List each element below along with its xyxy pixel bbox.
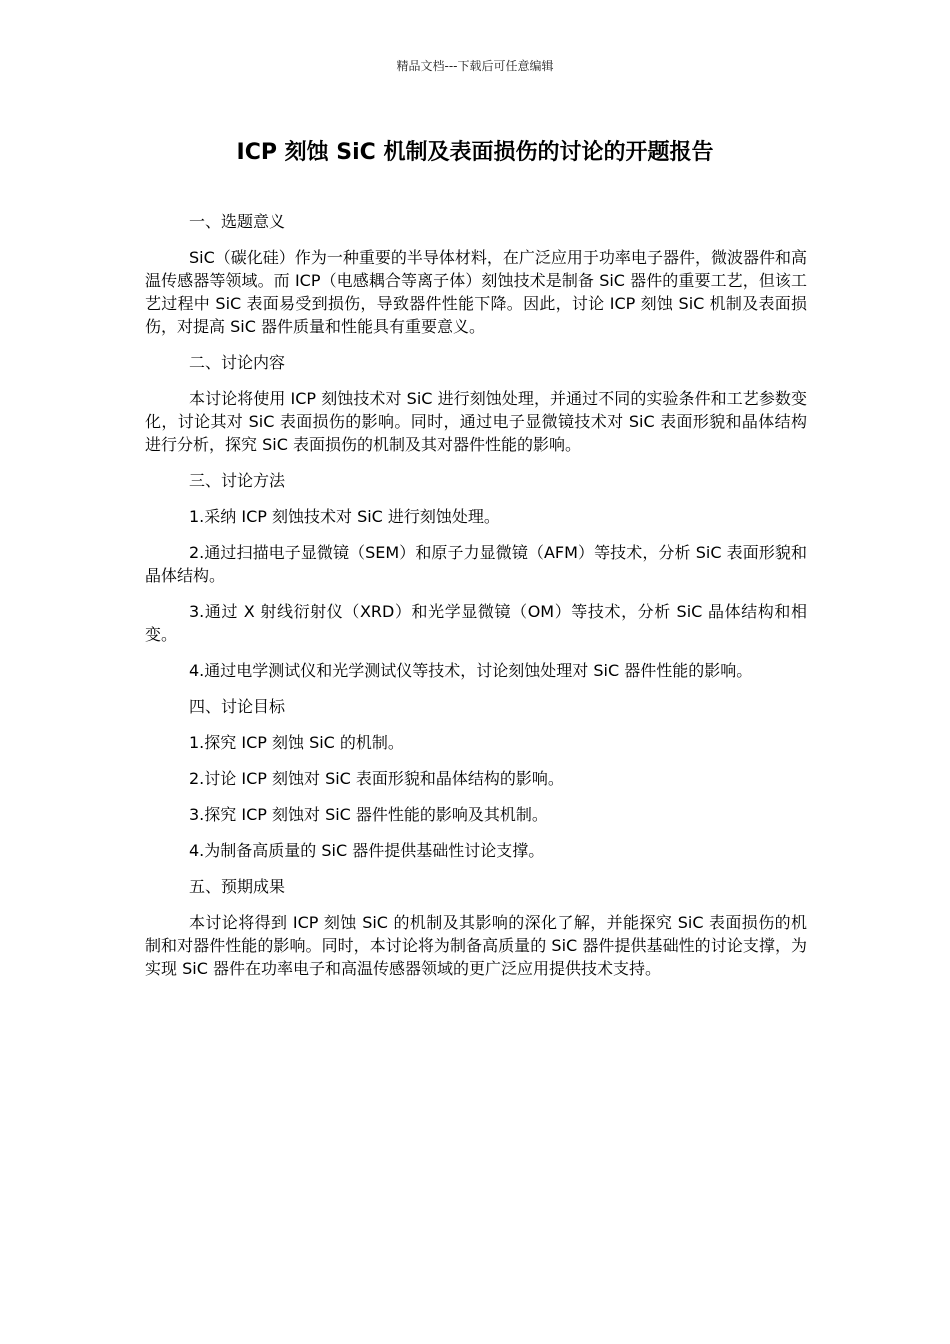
list-item: 3.通过 X 射线衍射仪（XRD）和光学显微镜（OM）等技术，分析 SiC 晶体结构和相变。	[145, 602, 807, 644]
document-title: ICP 刻蚀 SiC 机制及表面损伤的讨论的开题报告	[236, 140, 714, 165]
list-item: 2.通过扫描电子显微镜（SEM）和原子力显微镜（AFM）等技术，分析 SiC 表面形貌和晶体结构。	[145, 543, 807, 585]
list-item: 3.探究 ICP 刻蚀对 SiC 器件性能的影响及其机制。	[189, 805, 548, 824]
section-heading: 五、预期成果	[189, 877, 286, 896]
section-paragraph: 本讨论将使用 ICP 刻蚀技术对 SiC 进行刻蚀处理，并通过不同的实验条件和工艺参数变化，讨论其对 SiC 表面损伤的影响。同时，通过电子显微镜技术对 SiC 表面形貌和晶体结构进行分析，探究 SiC 表面损伤的机制及其对器件性能的影响。	[145, 389, 807, 454]
section-heading: 四、讨论目标	[189, 697, 286, 716]
list-item: 4.通过电学测试仪和光学测试仪等技术，讨论刻蚀处理对 SiC 器件性能的影响。	[189, 661, 753, 680]
list-item: 2.讨论 ICP 刻蚀对 SiC 表面形貌和晶体结构的影响。	[189, 769, 564, 788]
section-heading: 三、讨论方法	[189, 471, 286, 490]
list-item: 1.探究 ICP 刻蚀 SiC 的机制。	[189, 733, 404, 752]
section-heading: 二、讨论内容	[189, 353, 286, 372]
list-item: 1.采纳 ICP 刻蚀技术对 SiC 进行刻蚀处理。	[189, 507, 500, 526]
section-heading: 一、选题意义	[189, 212, 286, 231]
page-header: 精品文档---下载后可任意编辑	[396, 59, 554, 73]
document-body	[145, 210, 807, 993]
section-paragraph: 本讨论将得到 ICP 刻蚀 SiC 的机制及其影响的深化了解，并能探究 SiC 表面损伤的机制和对器件性能的影响。同时，本讨论将为制备高质量的 SiC 器件提供基础性的讨论支撑，为实现 SiC 器件在功率电子和高温传感器领域的更广泛应用提供技术支持。	[145, 913, 807, 978]
list-item: 4.为制备高质量的 SiC 器件提供基础性讨论支撑。	[189, 841, 545, 860]
section-paragraph: SiC（碳化硅）作为一种重要的半导体材料，在广泛应用于功率电子器件，微波器件和高温传感器等领域。而 ICP（电感耦合等离子体）刻蚀技术是制备 SiC 器件的重要工艺，但该工艺过程中 SiC 表面易受到损伤，导致器件性能下降。因此，讨论 ICP 刻蚀 SiC 机制及表面损伤，对提高 SiC 器件质量和性能具有重要意义。	[145, 248, 807, 336]
